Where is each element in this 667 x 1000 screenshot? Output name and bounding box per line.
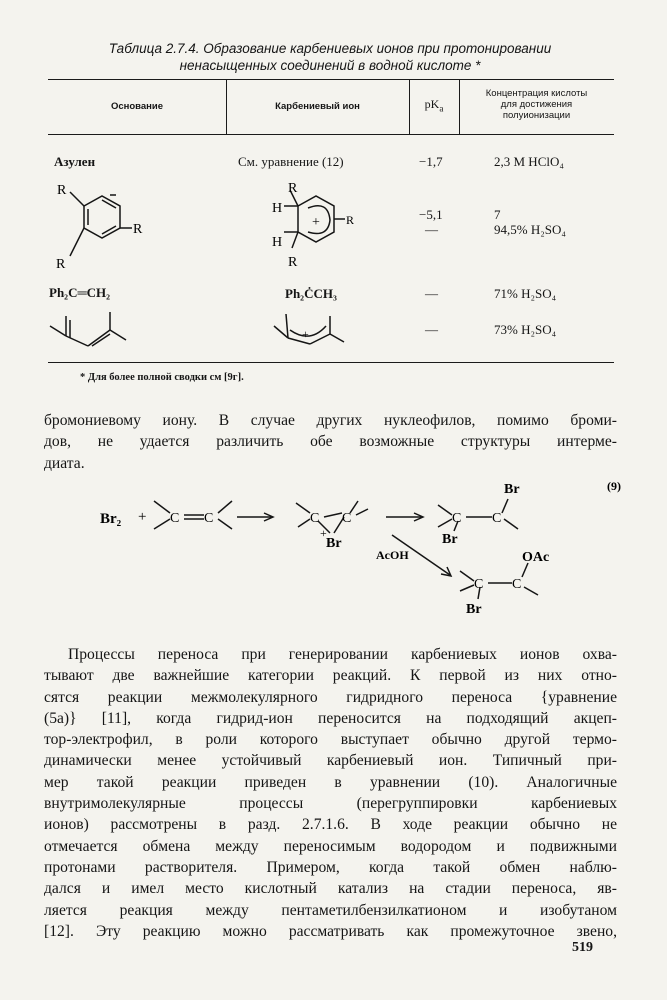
p2-line-4: (5а)} [11], когда гидрид-ион переносится на подходящий акцеп-	[44, 709, 617, 727]
row2-pka: −5,1	[419, 207, 443, 222]
arenium-r-bottom: R	[288, 255, 298, 270]
row3-base: Ph₂C═CH₂	[49, 285, 111, 300]
reaction-scheme-9	[92, 475, 632, 625]
eq-c-4: C	[342, 511, 352, 526]
p2-line-3: сятся реакции межмолекулярного гидридного переноса {уравнение	[44, 688, 617, 706]
diene-structure	[48, 310, 148, 350]
header-conc-line-3: полуионизации	[502, 110, 571, 121]
p1-line-2: дов, не удается различить обе возможные структуры интерме-	[44, 433, 617, 451]
caption-line-1: Таблица 2.7.4. Образование карбениевых ионов при протонировании	[108, 41, 552, 56]
row4-pka: —	[425, 322, 438, 337]
p2-line-10: отмечается обмена между переносимым водородом и подвижными	[44, 837, 617, 855]
row4-conc: 73% H₂SO₄	[494, 322, 557, 337]
eq-c-7: C	[474, 577, 484, 592]
row3-ion: Ph₂ĊCH₃	[285, 286, 337, 301]
header-conc-line-1: Концентрация кислоты	[485, 88, 588, 99]
table-footnote: * Для более полной сводки см [9г].	[80, 372, 244, 383]
row1-pka: −1,7	[419, 154, 443, 169]
benzene-r-bottom: R	[56, 257, 66, 272]
row2-conc: 7	[494, 207, 501, 222]
eq-oac: OAc	[522, 550, 550, 565]
row3-conc: 71% H₂SO₄	[494, 286, 557, 301]
table-caption	[60, 40, 600, 74]
p2-line-11: протонами растворителя. Примером, когда такой обмен наблю-	[44, 858, 617, 876]
eq-c-1: C	[170, 511, 180, 526]
header-concentration	[459, 88, 614, 121]
page-number: 519	[572, 940, 593, 955]
eq-acoh: AcOH	[376, 548, 409, 562]
eq-c-2: C	[204, 511, 214, 526]
benzene-r-right: R	[133, 222, 143, 237]
eq-c-8: C	[512, 577, 522, 592]
p1-line-1: бромониевому иону. В случае других нуклеофилов, помимо броми-	[44, 412, 617, 429]
p2-line-7: мер такой реакции приведен в уравнении (10). Аналогичные	[44, 773, 617, 791]
eq-br-product: Br	[466, 602, 482, 617]
arenium-r-top: R	[288, 181, 298, 196]
table-header-rule	[48, 134, 614, 135]
allyl-plus: +	[302, 327, 309, 341]
equation-number: (9)	[607, 479, 621, 493]
row2-pka-dash: —	[425, 222, 438, 237]
caption-line-2: ненасыщенных соединений в водной кислоте *	[179, 58, 481, 73]
paragraph-1	[44, 410, 617, 474]
header-pka-sub: a	[439, 103, 444, 114]
p2-line-8: внутримолекулярные процессы (перегруппировки карбениевых	[44, 795, 617, 813]
table-top-rule	[48, 79, 614, 80]
row1-conc: 2,3 М HClO₄	[494, 154, 564, 169]
header-pka-p: pK	[424, 97, 440, 111]
eq-c-5: C	[452, 511, 462, 526]
eq-c-3: C	[310, 511, 320, 526]
p2-line-9: ионов) рассмотрены в разд. 2.7.1.6. В ходе реакции обычно не	[44, 816, 617, 834]
row3-pka: —	[425, 286, 438, 301]
table-bottom-rule	[48, 362, 614, 363]
p2-line-12: дался и имел место кислотный катализ на стадии переноса, яв-	[44, 880, 617, 898]
row2-conc-2: 94,5% H₂SO₄	[494, 222, 566, 237]
eq-plus: +	[138, 509, 147, 525]
header-ion: Карбениевый ион	[275, 101, 360, 112]
eq-br-bottom: Br	[442, 532, 458, 547]
p2-line-5: тор-электрофил, в роли которого выступает обычно другой термо-	[44, 731, 617, 749]
eq-c-6: C	[492, 511, 502, 526]
header-pka	[409, 99, 459, 114]
p2-line-1: Процессы переноса при генерировании карбениевых ионов охва-	[68, 646, 617, 663]
row1-ion: См. уравнение (12)	[238, 154, 344, 169]
p1-line-3: диата.	[44, 454, 85, 472]
header-base: Основание	[110, 101, 164, 112]
header-conc-line-2: для достижения	[500, 99, 573, 110]
row1-base: Азулен	[54, 154, 96, 169]
eq-br-top: Br	[504, 482, 520, 497]
p2-line-6: динамически менее устойчивый карбениевый ион. Типичный при-	[44, 752, 617, 770]
arenium-r-right: R	[346, 213, 355, 227]
arenium-ion-structure	[250, 174, 370, 274]
p2-line-13: ляется реакция между пентаметилбензилкатионом и изобутаном	[44, 901, 617, 919]
benzene-r-top: R	[57, 183, 67, 198]
arenium-plus: +	[312, 215, 320, 230]
eq-bromonium-plus: +	[320, 526, 327, 540]
eq-br2: Br₂	[100, 511, 122, 527]
p2-line-2: тывают две важнейшие категории реакций. К первой из них отно-	[44, 667, 617, 685]
paragraph-2	[44, 644, 617, 942]
arenium-h-bottom: H	[272, 235, 283, 250]
p2-line-14: [12]. Эту реакцию можно рассматривать как промежуточное звено,	[44, 922, 617, 940]
arenium-h-top: H	[272, 201, 283, 216]
eq-br-bridge: Br	[326, 536, 342, 551]
allyl-cation-structure	[268, 306, 358, 350]
trialkylbenzene-structure	[48, 176, 158, 278]
